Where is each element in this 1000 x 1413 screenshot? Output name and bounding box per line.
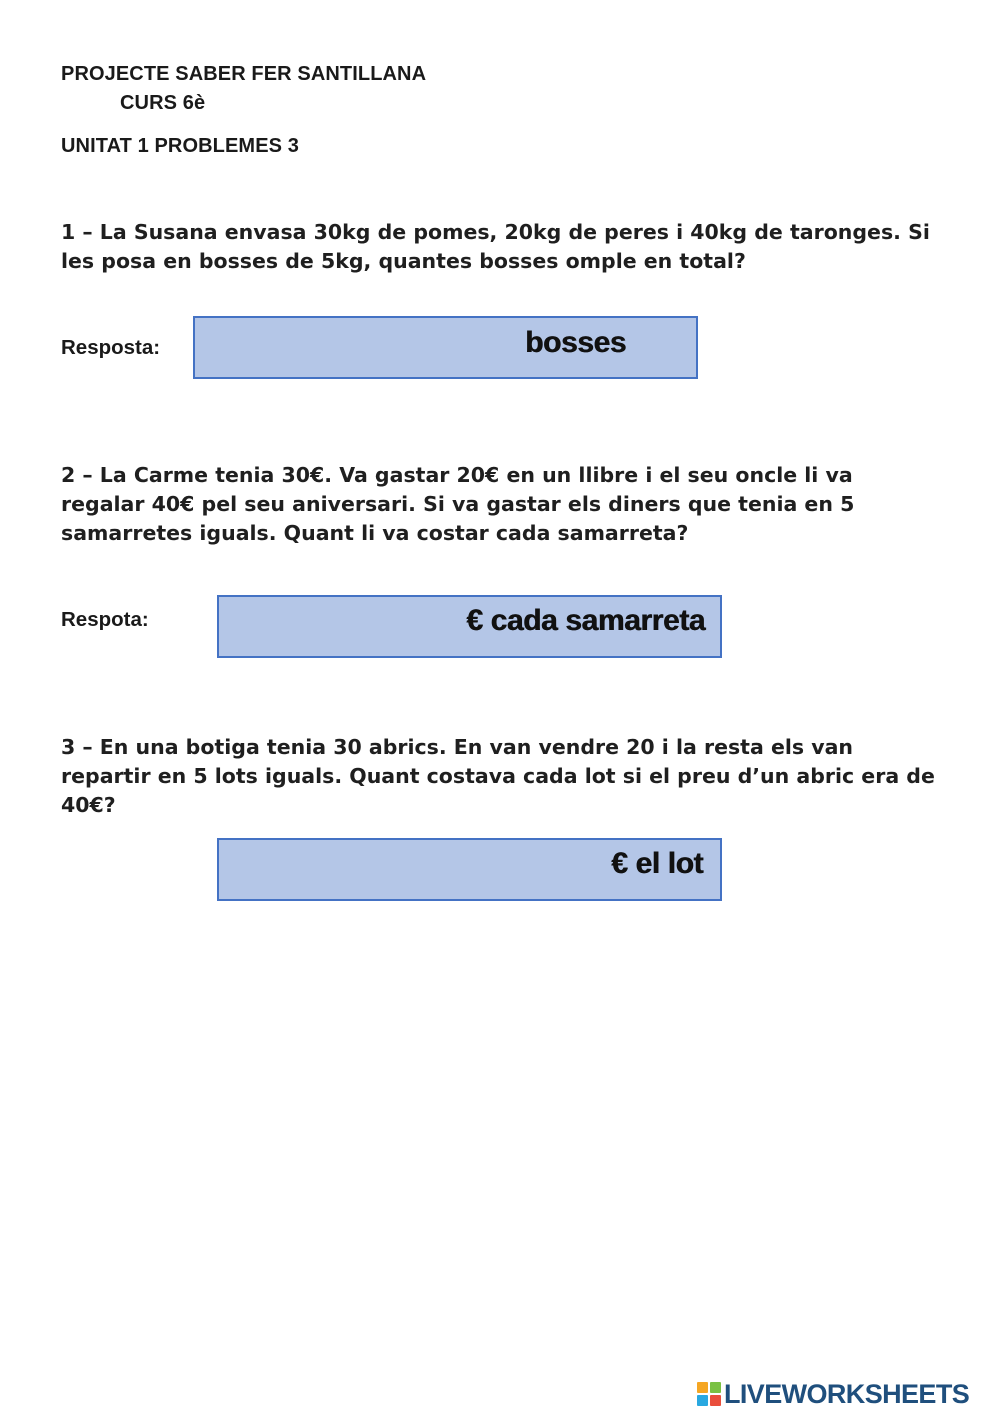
header-project: PROJECTE SABER FER SANTILLANA — [61, 63, 427, 85]
liveworksheets-logo[interactable] — [697, 1379, 969, 1409]
liveworksheets-logo-icon — [697, 1382, 721, 1406]
problem-2-text: 2 – La Carme tenia 30€. Va gastar 20€ en un llibre i el seu oncle li va regalar 40€ pel seu aniversari. Si va gastar els diners que tenia en 5 samarretes iguals. Quant li va costar cada samarreta? — [61, 463, 855, 545]
problem-1-answer-unit: bosses — [525, 326, 626, 359]
problem-1-answer-label: Resposta: — [61, 336, 161, 359]
problem-3-answer-input[interactable] — [219, 840, 599, 899]
problem-3-text: 3 – En una botiga tenia 30 abrics. En van vendre 20 i la resta els van repartir en 5 lots iguals. Quant costava cada lot si el preu d’un abric era de 40€? — [61, 735, 935, 817]
header-unit: UNITAT 1 PROBLEMES 3 — [61, 135, 299, 157]
problem-1-answer-input[interactable] — [195, 318, 515, 377]
problem-2-answer-unit: € cada samarreta — [466, 604, 705, 637]
liveworksheets-logo-text: LIVEWORKSHEETS — [724, 1378, 970, 1409]
problem-3-answer-unit: € el lot — [611, 847, 703, 880]
problem-1-answer-box[interactable] — [193, 316, 698, 379]
problem-2-answer-label: Respota: — [61, 608, 149, 631]
problem-1-text: 1 – La Susana envasa 30kg de pomes, 20kg de peres i 40kg de taronges. Si les posa en bosses de 5kg, quantes bosses omple en total? — [61, 220, 930, 273]
header-course: CURS 6è — [120, 92, 206, 114]
problem-2-answer-box[interactable] — [217, 595, 722, 658]
problem-2-answer-input[interactable] — [219, 597, 444, 656]
problem-3-answer-box[interactable] — [217, 838, 722, 901]
